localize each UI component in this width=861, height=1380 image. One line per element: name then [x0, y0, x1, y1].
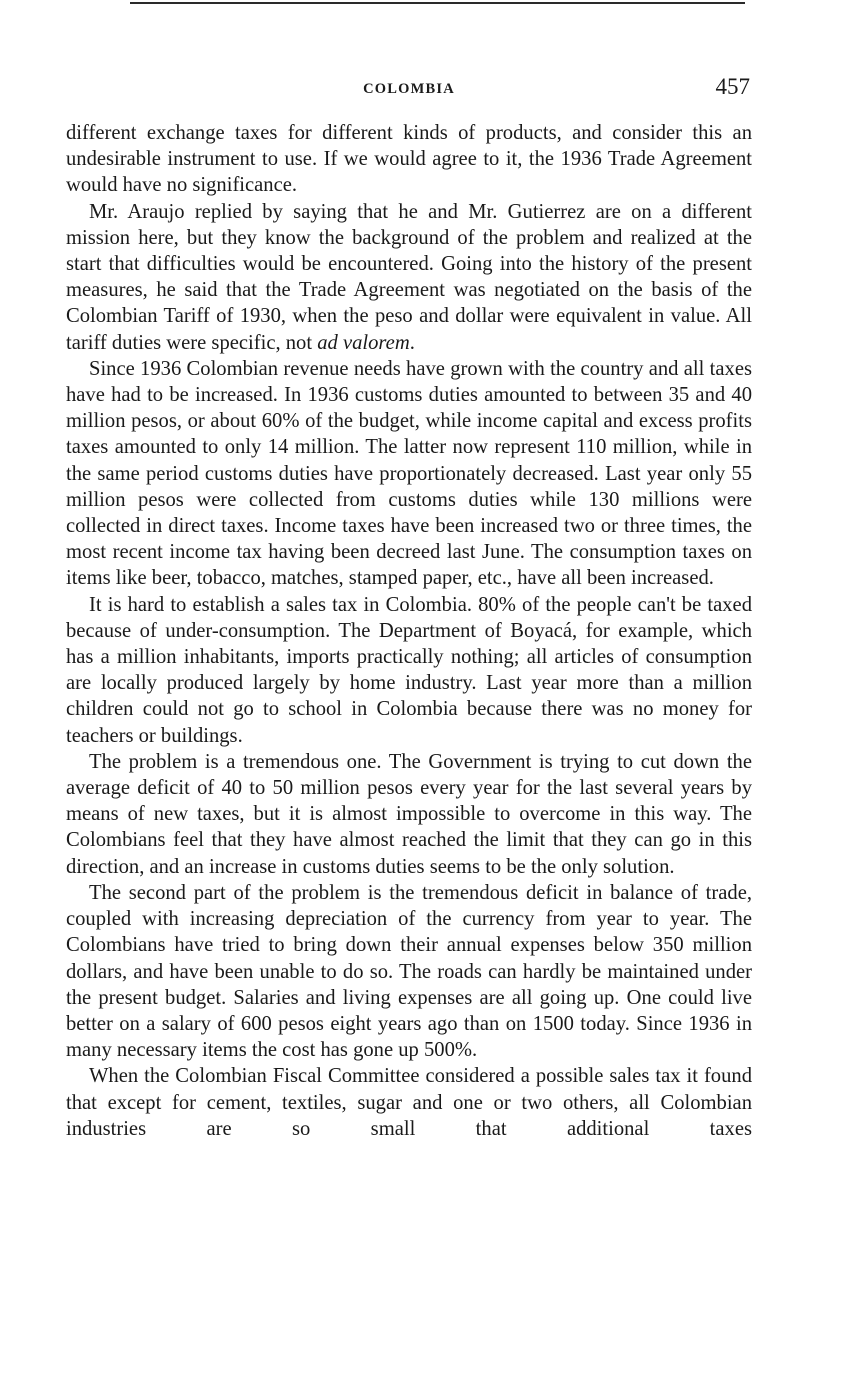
paragraph-text: different exchange taxes for different kinds of products, and consider this an undesirable instrument to use. If we would agree to it, the 1936 Trade Agreement would have no significance.	[66, 122, 752, 197]
page-header	[66, 74, 752, 106]
paragraph-tail: .	[409, 331, 415, 354]
paragraph-text: Mr. Araujo replied by saying that he and Mr. Gutierrez are on a different mission here, but they know the background of the problem and realized at the start that difficulties would be encountered. Going into the history of the present measures, he said that the Trade Agreement was negotiated on the basis of the Colombian Tariff of 1930, when the peso and dollar were equivalent in value. All tariff duties were specific, not	[66, 200, 752, 354]
paragraph-text: It is hard to establish a sales tax in Colombia. 80% of the people can't be taxed because of under-consumption. The Department of Boyacá, for example, which has a million inhabitants, imports practically nothing; all articles of consumption are locally produced largely by home industry. Last year more than a million children could not go to school in Colombia because there was no money for teachers or buildings.	[66, 593, 752, 747]
running-head: COLOMBIA	[363, 81, 455, 97]
paragraph-text: The second part of the problem is the tremendous deficit in balance of trade, coupled with increasing depreciation of the currency from year to year. The Colombians have tried to bring down their annual expenses below 350 million dollars, and have been unable to do so. The roads can hardly be maintained under the present budget. Salaries and living expenses are all going up. One could live better on a salary of 600 pesos eight years ago than on 1500 today. Since 1936 in many necessary items the cost has gone up 500%.	[66, 881, 752, 1062]
paragraph-revenue-needs	[66, 356, 752, 592]
page-number: 457	[715, 74, 750, 99]
paragraph-text: When the Colombian Fiscal Committee considered a possible sales tax it found that except for cement, textiles, sugar and one or two others, all Colombian industries are so small that additional taxes	[66, 1065, 752, 1140]
paragraph-araujo-reply	[66, 199, 752, 356]
paragraph-balance-of-trade	[66, 880, 752, 1063]
paragraph-text: Since 1936 Colombian revenue needs have grown with the country and all taxes have had to be increased. In 1936 customs duties amounted to between 35 and 40 million pesos, or about 60% of the budget, while income capital and excess profits taxes amounted to only 14 million. The latter now represent 110 million, while in the same period customs duties have proportionately decreased. Last year only 55 million pesos were collected from customs duties while 130 millions were collected in direct taxes. Income taxes have been increased two or three times, the most recent income tax having been decreed last June. The consumption taxes on items like beer, tobacco, matches, stamped paper, etc., have all been increased.	[66, 357, 752, 590]
paragraph-text: The problem is a tremendous one. The Government is trying to cut down the average deficit of 40 to 50 million pesos every year for the last several years by means of new taxes, but it is almost impossible to overcome in this way. The Colombians feel that they have almost reached the limit that they can go in this direction, and an increase in customs duties seems to be the only solution.	[66, 750, 752, 878]
paragraph-deficit-problem	[66, 749, 752, 880]
paragraph-continuation	[66, 120, 752, 199]
body-text	[66, 120, 752, 1142]
italic-term: ad valorem	[317, 331, 410, 354]
paragraph-sales-tax	[66, 592, 752, 749]
top-rule	[130, 2, 745, 4]
paragraph-fiscal-committee	[66, 1063, 752, 1142]
